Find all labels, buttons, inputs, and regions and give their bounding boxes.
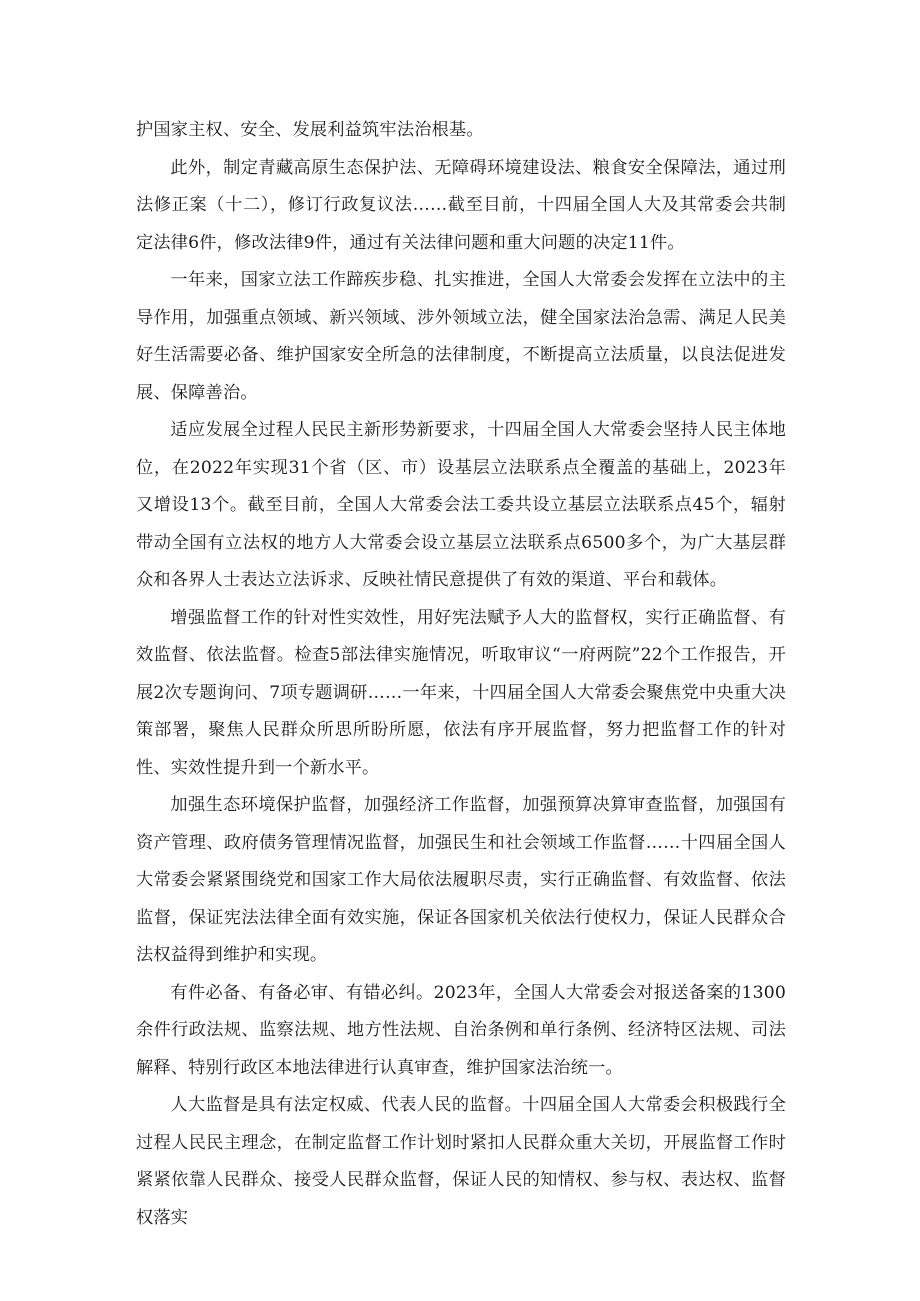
document-body bbox=[136, 112, 786, 1237]
paragraph-continued: 护国家主权、安全、发展利益筑牢法治根基。 bbox=[136, 120, 484, 140]
paragraph-grassroots-contact-points: 适应发展全过程人民民主新形势新要求，十四届全国人大常委会坚持人民主体地位，在2022年实现31个省（区、市）设基层立法联系点全覆盖的基础上，2023年又增设13个。截至目前，全国人大常委会法工委共设立基层立法联系点45个，辐射带动全国有立法权的地方人大常委会设立基层立法联系点6500多个，为广大基层群众和各界人士表达立法诉求、反映社情民意提供了有效的渠道、平台和载体。 bbox=[136, 420, 786, 590]
paragraph-peoples-supervision: 人大监督是具有法定权威、代表人民的监督。十四届全国人大常委会积极践行全过程人民民主理念，在制定监督工作计划时紧扣人民群众重大关切，开展监督工作时紧紧依靠人民群众、接受人民群众监督，保证人民的知情权、参与权、表达权、监督权落实 bbox=[136, 1095, 786, 1228]
paragraph-legislative-work: 一年来，国家立法工作蹄疾步稳、扎实推进，全国人大常委会发挥在立法中的主导作用，加强重点领域、新兴领域、涉外领域立法，健全国家法治急需、满足人民美好生活需要必备、维护国家安全所急的法律制度，不断提高立法质量，以良法促进发展、保障善治。 bbox=[136, 270, 786, 403]
paragraph-filing-review: 有件必备、有备必审、有错必纠。2023年，全国人大常委会对报送备案的1300余件行政法规、监察法规、地方性法规、自治条例和单行条例、经济特区法规、司法解释、特别行政区本地法律进行认真审查，维护国家法治统一。 bbox=[136, 982, 786, 1078]
paragraph-supervision-effectiveness: 增强监督工作的针对性实效性，用好宪法赋予人大的监督权，实行正确监督、有效监督、依法监督。检查5部法律实施情况，听取审议“一府两院”22个工作报告，开展2次专题询问、7项专题调研……一年来，十四届全国人大常委会聚焦党中央重大决策部署，聚焦人民群众所思所盼所愿，依法有序开展监督，努力把监督工作的针对性、实效性提升到一个新水平。 bbox=[136, 607, 786, 778]
paragraph-supervision-areas: 加强生态环境保护监督，加强经济工作监督，加强预算决算审查监督，加强国有资产管理、政府债务管理情况监督，加强民生和社会领域工作监督……十四届全国人大常委会紧紧围绕党和国家工作大局依法履职尽责，实行正确监督、有效监督、依法监督，保证宪法法律全面有效实施，保证各国家机关依法行使权力，保证人民群众合法权益得到维护和实现。 bbox=[136, 795, 786, 965]
paragraph-legislation-summary: 此外，制定青藏高原生态保护法、无障碍环境建设法、粮食安全保障法，通过刑法修正案（十二），修订行政复议法……截至目前，十四届全国人大及其常委会共制定法律6件，修改法律9件，通过有关法律问题和重大问题的决定11件。 bbox=[136, 157, 786, 253]
